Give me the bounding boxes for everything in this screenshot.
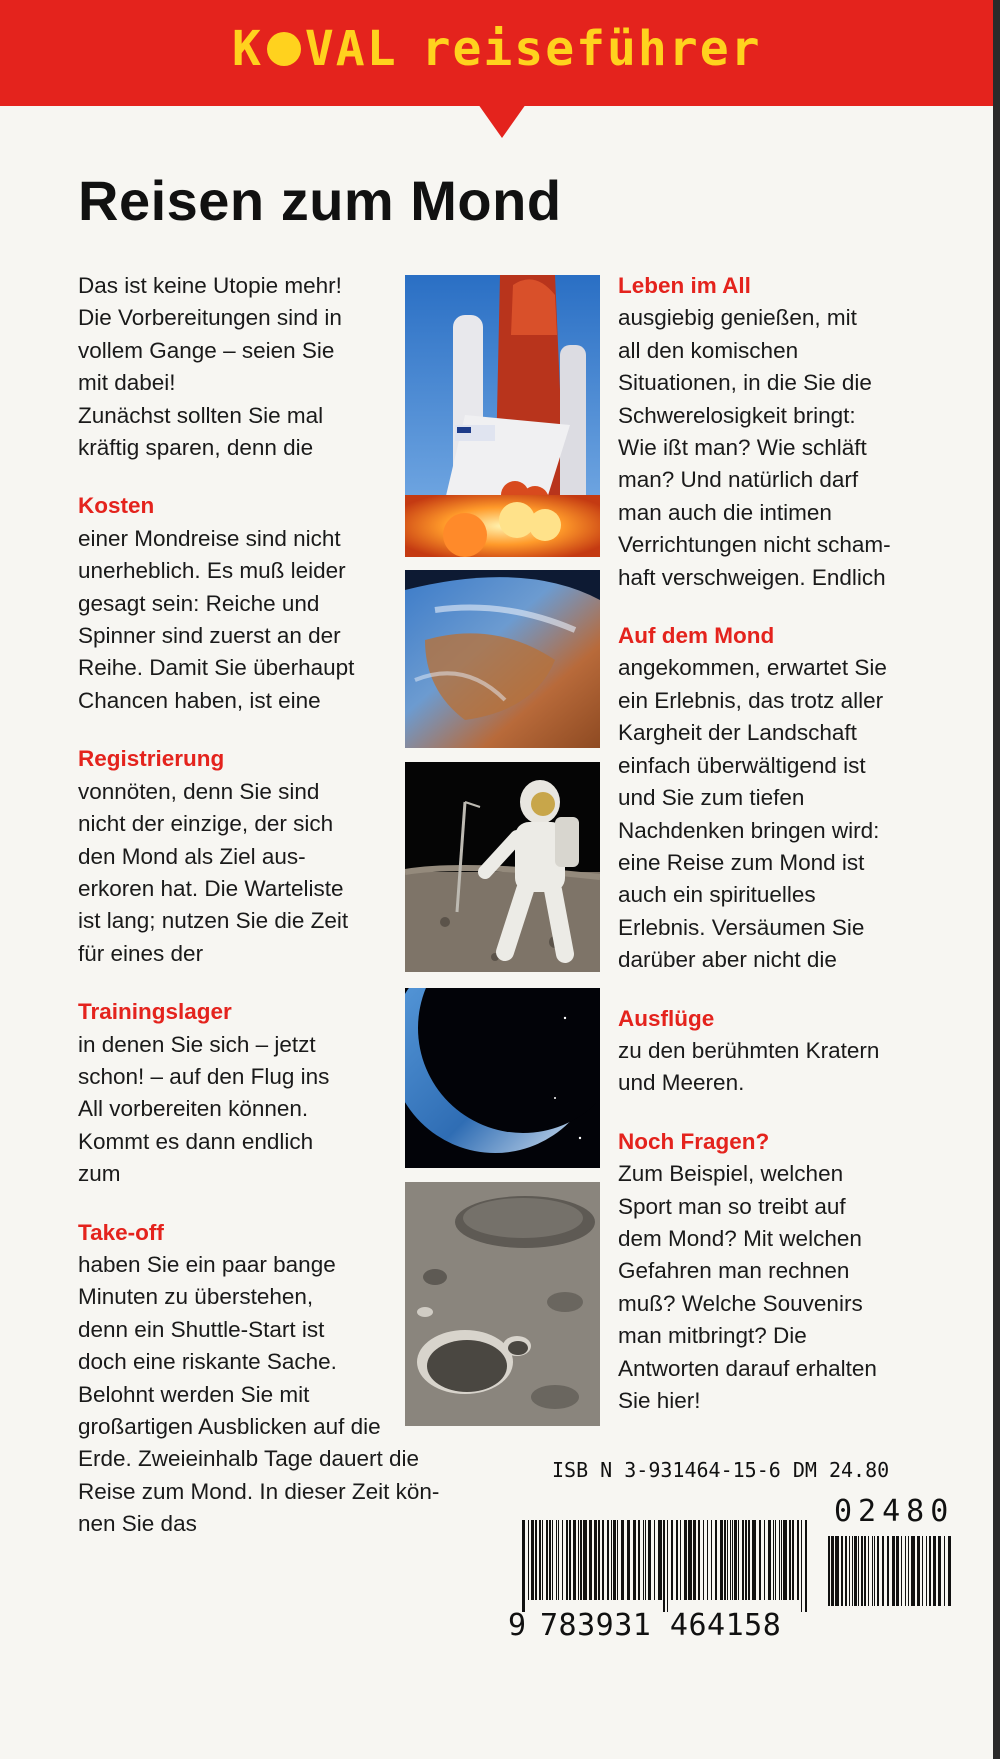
- barcode-bar: [613, 1520, 616, 1600]
- barcode-bar: [648, 1520, 651, 1600]
- section-text: Zum Beispiel, welchen Sport man so treibt auf dem Mond? Mit welchen Gefahren man rechnen muß? Welche Souvenirs man mitbringt? Die Antworten darauf erhalten Sie hier!: [618, 1161, 877, 1413]
- barcode-bar: [607, 1520, 609, 1600]
- barcode-bar: [841, 1536, 843, 1606]
- barcode-bar: [911, 1536, 915, 1606]
- barcode-bar: [948, 1536, 951, 1606]
- barcode-bar: [781, 1520, 782, 1600]
- barcode-bar: [727, 1520, 728, 1600]
- barcode-bar: [594, 1520, 597, 1600]
- book-spine-edge: [993, 0, 1000, 1759]
- section-text: ausgiebig genießen, mit all den komischen Situationen, in die Sie die Schwerelosigkeit bringt: Wie ißt man? Wie schläft man? Und natürlich darf man auch die intimen Verrichtungen nicht scham- haft verschweigen. Endlich: [618, 305, 891, 590]
- barcode-bar: [531, 1520, 534, 1600]
- barcode-bar: [667, 1520, 668, 1612]
- earth-orbit-photo: [405, 570, 600, 748]
- barcode-bar: [874, 1536, 875, 1606]
- barcode-bar: [617, 1520, 618, 1600]
- right-text-column: [618, 270, 948, 1443]
- barcode-bar: [877, 1536, 879, 1606]
- isbn-line: ISB N 3-931464-15-6 DM 24.80: [552, 1458, 890, 1482]
- publisher-logo: [232, 14, 762, 84]
- section-text: in denen Sie sich – jetzt schon! – auf den Flug ins All vorbereiten können. Kommt es dann endlich zum: [78, 1031, 330, 1187]
- barcode-bar: [905, 1536, 906, 1606]
- barcode-bar: [645, 1520, 646, 1600]
- section-text: zu den berühmten Kratern und Meeren.: [618, 1037, 880, 1096]
- barcode-bar: [828, 1536, 830, 1606]
- barcode-bar: [864, 1536, 866, 1606]
- section-heading: Noch Fragen?: [618, 1128, 770, 1154]
- barcode-bar: [882, 1536, 884, 1606]
- barcode-bar: [724, 1520, 726, 1600]
- barcode-bar: [861, 1536, 863, 1606]
- barcode-bar: [643, 1520, 644, 1600]
- logo-suffix: reiseführer: [421, 21, 762, 77]
- section-heading: Registrierung: [78, 746, 225, 772]
- barcode-bar: [858, 1536, 859, 1606]
- barcode-bar: [792, 1520, 794, 1600]
- banner-pointer: [478, 104, 526, 138]
- barcode-bar: [730, 1520, 731, 1600]
- barcode-bar: [583, 1520, 587, 1600]
- logo-letter-k: K: [232, 21, 263, 77]
- barcode-bar: [627, 1520, 630, 1600]
- barcode-bar: [654, 1520, 655, 1600]
- barcode-bar: [908, 1536, 909, 1606]
- barcode-bar: [693, 1520, 696, 1600]
- barcode-bar: [602, 1520, 604, 1600]
- book-title: Reisen zum Mond: [78, 169, 562, 232]
- barcode-bar: [688, 1520, 692, 1600]
- barcode-bar: [872, 1536, 873, 1606]
- section-heading: Kosten: [78, 493, 155, 519]
- price-barcode: [826, 1536, 954, 1618]
- barcode-bar: [892, 1536, 895, 1606]
- barcode-bar: [922, 1536, 923, 1606]
- barcode-bar: [676, 1520, 678, 1600]
- barcode-bar: [768, 1520, 771, 1600]
- barcode-bar: [611, 1520, 612, 1600]
- barcode-bar: [783, 1520, 787, 1600]
- barcode-bar: [835, 1536, 839, 1606]
- barcode-bar: [546, 1520, 548, 1600]
- barcode-bar: [759, 1520, 761, 1600]
- section-text: vonnöten, denn Sie sind nicht der einzige, der sich den Mond als Ziel aus- erkoren hat. Die Warteliste ist lang; nutzen Sie die Zeit für eines der: [78, 778, 349, 966]
- barcode-bar: [887, 1536, 889, 1606]
- barcode-bar: [698, 1520, 700, 1600]
- barcode-bar: [805, 1520, 807, 1612]
- barcode-bar: [569, 1520, 571, 1600]
- barcode-bar: [797, 1520, 799, 1600]
- barcode-bar: [789, 1520, 791, 1600]
- barcode-bar: [715, 1520, 717, 1600]
- barcode-bar: [598, 1520, 600, 1600]
- section-text: angekommen, erwartet Sie ein Erlebnis, das trotz aller Kargheit der Landschaft einfach überwältigend ist und Sie zum tiefen Nachdenken bringen wird: eine Reise zum Mond ist auch ein spirituelles Erlebnis. Versäumen Sie darüber aber nicht die: [618, 655, 887, 973]
- barcode-bar: [580, 1520, 582, 1600]
- logo-dot-icon: [267, 32, 301, 66]
- astronaut-photo: [405, 762, 600, 972]
- barcode-bar: [578, 1520, 579, 1600]
- barcode-bar: [773, 1520, 774, 1600]
- barcode-bar: [589, 1520, 592, 1600]
- barcode-bar: [938, 1536, 941, 1606]
- barcode-bar: [558, 1520, 559, 1600]
- barcode-bar: [775, 1520, 776, 1600]
- barcode-bar: [684, 1520, 687, 1600]
- barcode-bar: [703, 1520, 704, 1600]
- intro-paragraph: Das ist keine Utopie mehr! Die Vorbereitungen sind in vollem Gange – seien Sie mit dabei! Zunächst sollten Sie mal kräftig sparen, denn die: [78, 273, 342, 461]
- barcode-bar: [845, 1536, 847, 1606]
- barcode-bar: [738, 1520, 739, 1600]
- section-text: haben Sie ein paar bange Minuten zu überstehen, denn ein Shuttle-Start ist doch eine riskante Sache. Belohnt werden Sie mit großartigen Ausblicken auf die Erde. Zweieinhalb Tage dauert die Reise zum Mond. In dieser Zeit kön- nen Sie das: [78, 1251, 440, 1537]
- barcode-bar: [528, 1520, 529, 1600]
- barcode-bar: [542, 1520, 543, 1600]
- barcode-bar: [556, 1520, 557, 1600]
- barcode-bar: [929, 1536, 931, 1606]
- barcode-bar: [680, 1520, 681, 1600]
- barcode-bar: [633, 1520, 636, 1600]
- barcode-bar: [552, 1520, 553, 1600]
- barcode-bar: [734, 1520, 737, 1600]
- barcode-bar: [539, 1520, 541, 1600]
- barcode-bar: [917, 1536, 920, 1606]
- barcode-bar: [671, 1520, 673, 1600]
- barcode-bar: [764, 1520, 765, 1600]
- section-heading: Trainingslager: [78, 999, 232, 1025]
- barcode-bar: [732, 1520, 733, 1600]
- lunar-craters-photo: [405, 1182, 600, 1426]
- barcode-bar: [707, 1520, 708, 1600]
- ean-digits: 783931 464158: [540, 1608, 782, 1643]
- barcode-bar: [896, 1536, 899, 1606]
- barcode-bar: [535, 1520, 537, 1600]
- ean-barcode: [520, 1520, 810, 1612]
- price-code: 02480: [834, 1494, 955, 1529]
- barcode-bar: [742, 1520, 744, 1600]
- section-heading: Ausflüge: [618, 1005, 715, 1031]
- barcode-bar: [562, 1520, 563, 1600]
- barcode-bar: [868, 1536, 869, 1606]
- barcode-bar: [926, 1536, 927, 1606]
- barcode-bar: [801, 1520, 802, 1612]
- barcode-bar: [720, 1520, 723, 1600]
- barcode-bar: [944, 1536, 945, 1606]
- barcode-bar: [522, 1520, 525, 1612]
- ean-first-digit: 9: [508, 1608, 527, 1643]
- barcode-bar: [573, 1520, 576, 1600]
- barcode-bar: [566, 1520, 568, 1600]
- barcode-bar: [745, 1520, 747, 1600]
- barcode-bar: [852, 1536, 853, 1606]
- barcode-bar: [849, 1536, 850, 1606]
- barcode-bar: [638, 1520, 640, 1600]
- publisher-banner: [0, 0, 993, 106]
- barcode-bar: [901, 1536, 902, 1606]
- barcode-bar: [831, 1536, 834, 1606]
- section-heading: Leben im All: [618, 273, 751, 298]
- barcode-bar: [752, 1520, 756, 1600]
- barcode-bar: [748, 1520, 750, 1600]
- barcode-bar: [933, 1536, 936, 1606]
- section-heading: Take-off: [78, 1219, 164, 1245]
- earth-crescent-photo: [405, 988, 600, 1168]
- space-shuttle-photo: [405, 275, 600, 557]
- barcode-bar: [711, 1520, 712, 1600]
- barcode-bar: [854, 1536, 857, 1606]
- logo-letters: VAL: [304, 21, 398, 77]
- barcode-bar: [779, 1520, 780, 1600]
- barcode-bar: [549, 1520, 551, 1600]
- barcode-bar: [621, 1520, 624, 1600]
- section-heading: Auf dem Mond: [618, 623, 775, 649]
- barcode-bar: [663, 1520, 665, 1612]
- section-text: einer Mondreise sind nicht unerheblich. Es muß leider gesagt sein: Reiche und Spinner sind zuerst an der Reihe. Damit Sie überhaupt Chancen haben, ist eine: [78, 525, 355, 713]
- barcode-bar: [658, 1520, 662, 1600]
